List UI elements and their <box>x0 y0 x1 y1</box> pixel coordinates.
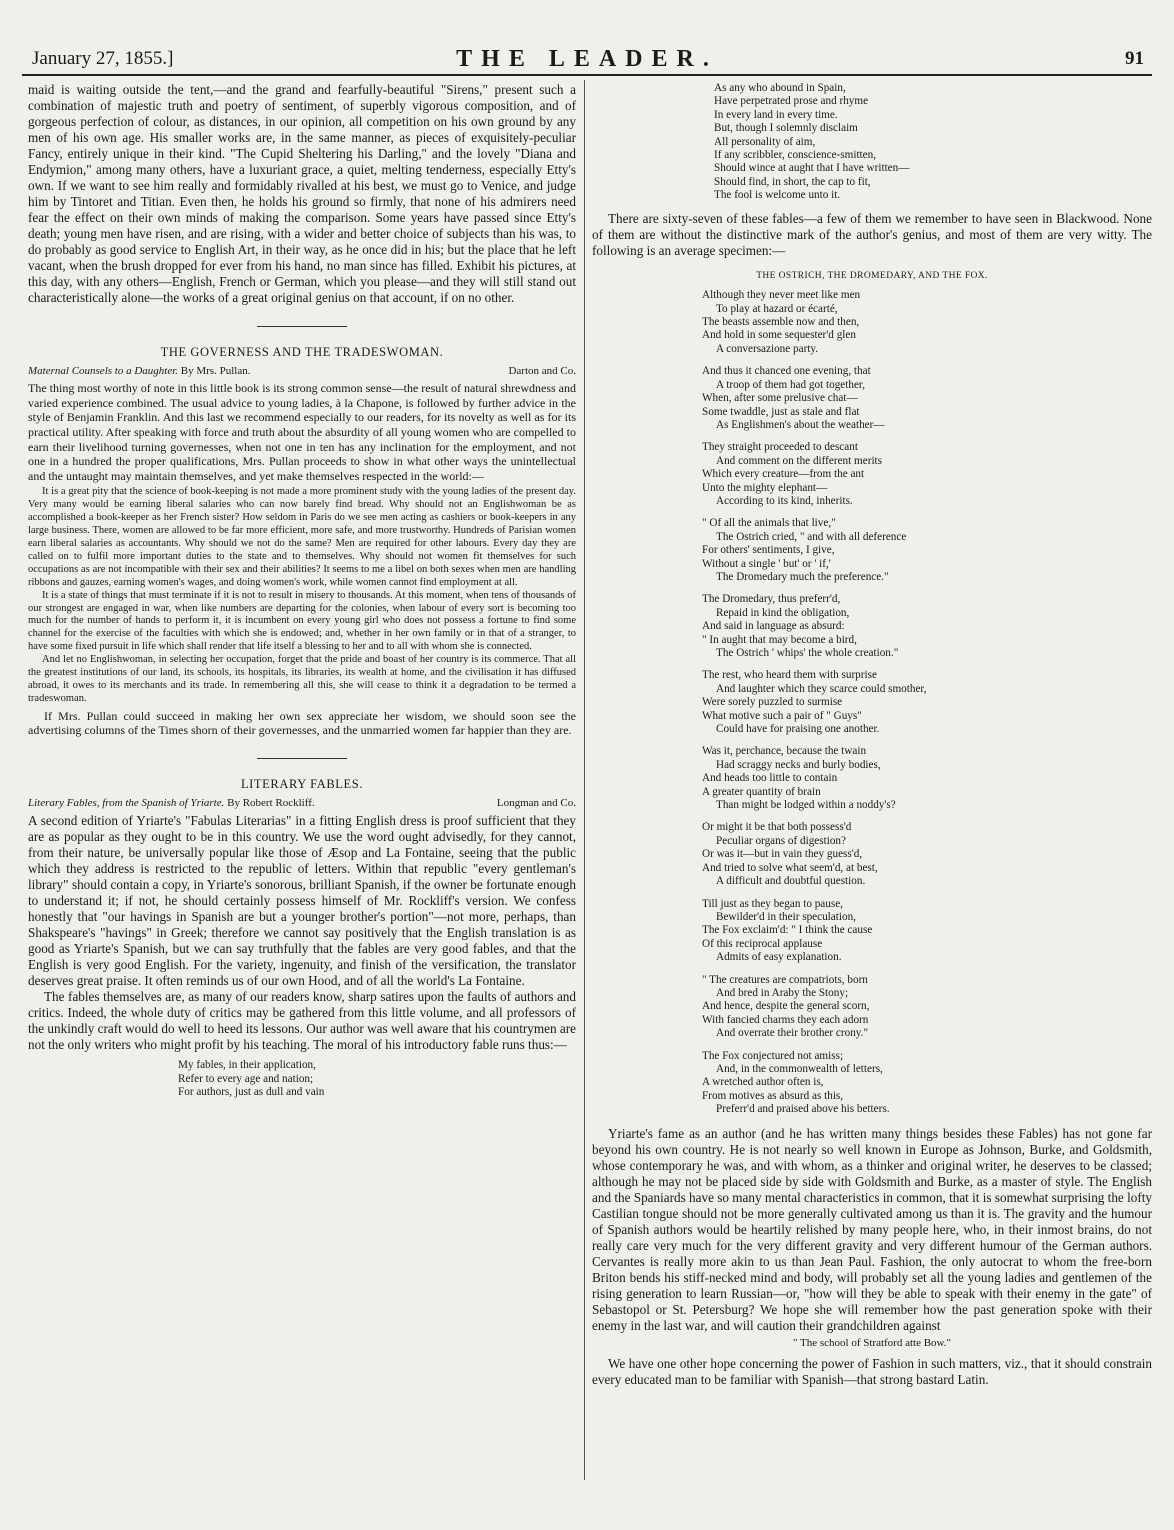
governess-book-title: Maternal Counsels to a Daughter. <box>28 364 179 377</box>
governess-extract <box>28 486 576 705</box>
left-column <box>28 82 576 1488</box>
fable-stanza <box>702 1050 1152 1117</box>
verse-line: Peculiar organs of digestion? <box>716 834 846 847</box>
verse-line: Could have for praising one another. <box>716 723 880 736</box>
verse-line: Preferr'd and praised above his betters. <box>716 1103 890 1116</box>
verse-line: The Fox exclaim'd: " I think the cause <box>702 924 873 937</box>
page-header <box>22 46 1152 76</box>
fable-stanza <box>702 974 1152 1041</box>
introductory-fable-verse-continued <box>714 82 1152 203</box>
governess-publisher: Darton and Co. <box>508 364 576 377</box>
verse-line: The beasts assemble now and then, <box>702 316 860 329</box>
verse-line: Which every creature—from the ant <box>702 468 865 481</box>
fable-stanza <box>702 898 1152 965</box>
fables-paragraph-4: Yriarte's fame as an author (and he has written many things besides these Fables) has not gone far beyond his own country. He is not nearly so well known in Europe as Johnson, Burke, and Goldsmith, whose contemporary he was, and with whom, as a thinker and original writer, he deserves to be classed; although he may not be placed side by side with Goldsmith and Burke, as a master of style. The English and the Spaniards have so many mental characteristics in common, that it is somewhat surprising the lofty Castilian tongue should not be more generally cultivated among us than it is. The gravity and the humour of Spanish authors would be heartily relished by many people here, who, in their inmost brains, do not really care very much for the very different gravity and very different humour of the German authors. Cervantes is really more akin to us than Jean Paul. Fashion, the only autocrat to whom the free-born Briton bends his stiff-necked mind and body, will probably set all the young ladies and gentlemen of the rising generation to learn Russian—or, "how will they be able to speak with their enemy in the gate" of Sebastopol or St. Petersburg? We hope she will remember how the past generation spoke with their enemy in the last war, and will caution their grandchildren against <box>592 1125 1152 1333</box>
fables-paragraph-2: The fables themselves are, as many of our readers know, sharp satires upon the faults of authors and critics. Indeed, the whole duty of critics may be gathered from this little volume, and all professors of the unkindly craft would do well to heed its lessons. Our author was well aware that his countrymen are not the only writers who might profit by his teaching. The moral of his introductory fable runs thus:— <box>28 989 576 1053</box>
fable-stanza <box>702 365 1152 432</box>
verse-line: The Dromedary, thus preferr'd, <box>702 593 841 606</box>
verse-line: Although they never meet like men <box>702 289 861 302</box>
verse-line: According to its kind, inherits. <box>716 494 853 507</box>
fables-paragraph-1: A second edition of Yriarte's "Fabulas Literarias" in a fitting English dress is proof sufficient that they are as popular as they ought to be in this country. We use the word ought advisedly, for they cannot, from their nature, be universally popular like those of Æsop and La Fontaine, seeing that the public which they address is restricted to the republic of letters. Within that republic "every gentleman's library" should contain a copy, in Yriarte's sonorous, brilliant Spanish, if the owner be fortunate enough to understand it; if not, he should certainly possess himself of Mr. Rockliff's version. We confess honestly that "our havings in Spanish are but a younger brother's portion"—not more, perhaps, than Shakspeare's "havings" in Greek; therefore we cannot say positively that the English translation is as good as Yriarte's Spanish, but we can say truthfully that the fables are very good fables, and that the English is very good English. For the variety, ingenuity, and finish of the versification, the translator deserves great praise. It often reminds us of our own Hood, and of all the world's La Fontaine. <box>28 813 576 989</box>
verse-line: And bred in Araby the Stony; <box>716 986 849 999</box>
governess-book-author: By Mrs. Pullan. <box>180 364 251 377</box>
fables-heading: LITERARY FABLES. <box>240 776 364 791</box>
right-column <box>592 82 1152 1488</box>
verse-line: Refer to every age and nation; <box>178 1072 314 1085</box>
verse-line: They straight proceeded to descant <box>702 441 858 454</box>
verse-line: And, in the commonwealth of letters, <box>716 1062 883 1075</box>
verse-line: Some twaddle, just as stale and flat <box>702 405 860 418</box>
verse-line: For others' sentiments, I give, <box>702 544 835 557</box>
verse-line: And comment on the different merits <box>716 454 883 467</box>
verse-line: Should wince at aught that I have written— <box>714 162 910 175</box>
verse-line: A conversazione party. <box>716 342 819 355</box>
fable-stanza <box>702 593 1152 660</box>
verse-line: As any who abound in Spain, <box>714 82 846 94</box>
fable-stanza <box>702 745 1152 812</box>
verse-line: Or might it be that both possess'd <box>702 821 852 834</box>
verse-line: Unto the mighty elephant— <box>702 481 828 494</box>
verse-line: Admits of easy explanation. <box>716 951 842 964</box>
verse-line: As Englishmen's about the weather— <box>716 418 885 431</box>
fables-publisher: Longman and Co. <box>496 796 576 809</box>
section-rule <box>257 326 347 327</box>
section-rule <box>257 758 347 759</box>
fable-stanza <box>702 517 1152 584</box>
governess-quote-1: It is a great pity that the science of book-keeping is not made a more prominent study with the young ladies of the present day. Very many would be earning liberal salaries who can now barely find bread. Why should not an Englishwoman be as accomplished a book-keeper as her French sister? How seldom in Paris do we see men acting as cashiers or book-keepers in any large business. There, women are allowed to be far more efficient, more safe, and more trustworthy. Hundreds of Parisian women earn liberal salaries as accountants. Why should we not do the same? Men are required for other labours. Every day they are called on to fulfil more important duties to the state and to themselves. Why should not women fit themselves for such occupations as are not incompatible with their sex and their abilities? It seems to me a libel on both sexes when men are handling ribbons and gauzes, earning women's wages, and doing women's work, while women cannot find employment at all. <box>28 486 576 588</box>
fable-stanza <box>702 289 1152 356</box>
governess-byline <box>28 364 576 379</box>
governess-heading: THE GOVERNESS AND THE TRADESWOMAN. <box>160 345 444 359</box>
fables-byline <box>28 796 576 811</box>
page-number: 91 <box>1125 48 1144 69</box>
verse-line: Had scraggy necks and burly bodies, <box>716 758 881 771</box>
verse-line: A greater quantity of brain <box>702 785 821 798</box>
verse-line: A troop of them had got together, <box>716 378 865 391</box>
verse-line: But, though I solemnly disclaim <box>714 122 858 135</box>
verse-line: All personality of aim, <box>714 135 816 148</box>
verse-line: And hence, despite the general scorn, <box>702 1000 870 1013</box>
verse-line: Should find, in short, the cap to fit, <box>714 175 871 188</box>
verse-line: Have perpetrated prose and rhyme <box>714 95 869 108</box>
fables-book-author: By Robert Rockliff. <box>227 796 315 809</box>
verse-line: A difficult and doubtful question. <box>716 875 866 888</box>
governess-paragraph-1: The thing most worthy of note in this little book is its strong common sense—the result of natural shrewdness and varied experience combined. The usual advice to young ladies, à la Chapone, is followed by further advice in the style of Benjamin Franklin. And this last we recommend especially to our readers, for its novelty as well as for its practical utility. After speaking with force and truth about the absurdity of all young women who are compelled to earn their livelihood turning governesses, when not one in ten has any inclination for the employment, and not one in a hundred the proper qualifications, Mrs. Pullan proceeds to show in what other ways the unintellectual and the untaught may maintain themselves, and yet make themselves respected in the world:— <box>28 381 576 483</box>
fables-paragraph-5: We have one other hope concerning the power of Fashion in such matters, viz., that it should constrain every educated man to be familiar with Spanish—that strong bastard Latin. <box>592 1356 1152 1388</box>
verse-line: Bewilder'd in their speculation, <box>716 910 856 923</box>
verse-line: What motive such a pair of " Guys" <box>702 709 862 722</box>
verse-line: The rest, who heard them with surprise <box>702 669 877 682</box>
verse-line: And laughter which they scarce could smother, <box>716 682 927 695</box>
verse-line: Than might be lodged within a noddy's? <box>716 799 896 812</box>
governess-quote-2: It is a state of things that must terminate if it is not to result in misery to thousands. At this moment, when tens of thousands of our strongest are engaged in war, when like numbers are departing for the colonies, when labour of every sort is becoming too much for the number of hands to perform it, it is incumbent on every young girl who does not possess a fortune to find some channel for the exercise of the faculties with which she is endowed; and, whether in her own family or in that of a stranger, to have some fixed pursuit in life which shall render that life itself a blessing to her and to all with whom she is connected. <box>28 589 576 653</box>
governess-paragraph-2: If Mrs. Pullan could succeed in making her own sex appreciate her wisdom, we should soon see the advertising columns of the Times shorn of their governesses, and the unmarried women far happier than they are. <box>28 708 576 738</box>
verse-line: If any scribbler, conscience-smitten, <box>714 149 877 162</box>
verse-line: Of this reciprocal applause <box>702 937 823 950</box>
issue-date: January 27, 1855.] <box>32 48 174 69</box>
verse-line: Was it, perchance, because the twain <box>702 745 867 758</box>
verse-line: And said in language as absurd: <box>702 620 845 633</box>
ostrich-fable <box>702 289 1152 1116</box>
quoted-line: " The school of Stratford atte Bow." <box>792 1336 952 1349</box>
fable-stanza <box>702 441 1152 508</box>
verse-line: " Of all the animals that live," <box>702 517 836 530</box>
verse-line: And tried to solve what seem'd, at best, <box>702 861 878 874</box>
verse-line: The fool is welcome unto it. <box>714 189 841 202</box>
verse-line: The Ostrich cried, " and with all deference <box>716 530 907 543</box>
verse-line: My fables, in their application, <box>178 1059 316 1072</box>
verse-line: Repaid in kind the obligation, <box>716 606 850 619</box>
verse-line: In every land in every time. <box>714 108 838 121</box>
verse-line: The Fox conjectured not amiss; <box>702 1049 844 1062</box>
verse-line: From motives as absurd as this, <box>702 1089 844 1102</box>
verse-line: " The creatures are compatriots, born <box>702 973 868 986</box>
fable-stanza <box>702 821 1152 888</box>
newspaper-title: THE LEADER. <box>456 46 718 72</box>
fables-book-title: Literary Fables, from the Spanish of Yriarte. <box>28 796 225 809</box>
verse-line: The Ostrich ' whips' the whole creation." <box>716 647 899 659</box>
verse-line: A wretched author often is, <box>702 1076 824 1089</box>
verse-line: Till just as they began to pause, <box>702 897 843 910</box>
verse-line: And overrate their brother crony." <box>716 1027 869 1040</box>
verse-line: Without a single ' but' or ' if,' <box>702 557 831 570</box>
verse-line: With fancied charms they each adorn <box>702 1013 869 1026</box>
governess-quote-3: And let no Englishwoman, in selecting her occupation, forget that the pride and boast of her country is its commerce. That all the greatest institutions of our land, its schools, its hospitals, its libraries, its wealth at home, and the civilisation it has diffused abroad, it owes to its merchants and its trade. In remembering all this, she will cease to think it a degradation to be termed a tradeswoman. <box>28 654 576 704</box>
verse-line: Or was it—but in vain they guess'd, <box>702 848 863 861</box>
verse-line: When, after some prelusive chat— <box>702 392 858 405</box>
fable-stanza <box>702 669 1152 736</box>
verse-line: And thus it chanced one evening, that <box>702 365 871 378</box>
verse-line: And heads too little to contain <box>702 772 838 785</box>
verse-line: And hold in some sequester'd glen <box>702 329 856 342</box>
verse-line: To play at hazard or écarté, <box>716 302 838 315</box>
column-divider <box>584 80 585 1480</box>
verse-line: Were sorely puzzled to surmise <box>702 696 843 709</box>
verse-line: The Dromedary much the preference." <box>716 570 889 583</box>
fable-title: THE OSTRICH, THE DROMEDARY, AND THE FOX. <box>756 270 988 281</box>
verse-line: For authors, just as dull and vain <box>178 1085 325 1098</box>
introductory-fable-verse <box>178 1059 576 1099</box>
verse-line: " In aught that may become a bird, <box>702 633 857 646</box>
etty-review-ending: maid is waiting outside the tent,—and the grand and fearfully-beautiful "Sirens," present such a combination of majestic truth and poetry of sentiment, of superbly vigorous composition, and of gorgeous perfection of colour, as distances, in our opinion, all competition on his own ground by any men of his own age. His smaller works are, in the same manner, as pieces of exquisitely-peculiar Fancy, entirely unique in their kind. "The Cupid Sheltering his Darling," and the lovely "Diana and Endymion," among many others, have a luxuriant grace, a quiet, melting tenderness, especially Etty's own. If we want to see him really and formidably rivalled at his best, we must go to Venice, and judge him by Tintoret and Titian. Even then, he holds his ground so firmly, that none of his admirers need fear the effect on their own minds of making the comparison. Some years have passed since Etty's death; young men have risen, and are rising, with a wider and better choice of subjects than his was, to do probably as good service to English Art, in their way, as he once did in his; but the place that he left vacant, when the brush dropped for ever from his hand, no man since has filled. Exhibit his pictures, at this day, with any others—English, French or German, which you please—and they will still stand out characteristically alone—the works of a great original genius on that account, if on no other. <box>28 82 576 305</box>
fables-paragraph-3: There are sixty-seven of these fables—a few of them we remember to have seen in Blackwood. None of them are without the distinctive mark of the author's genius, and most of them are very witty. The following is an average specimen:— <box>592 210 1152 258</box>
